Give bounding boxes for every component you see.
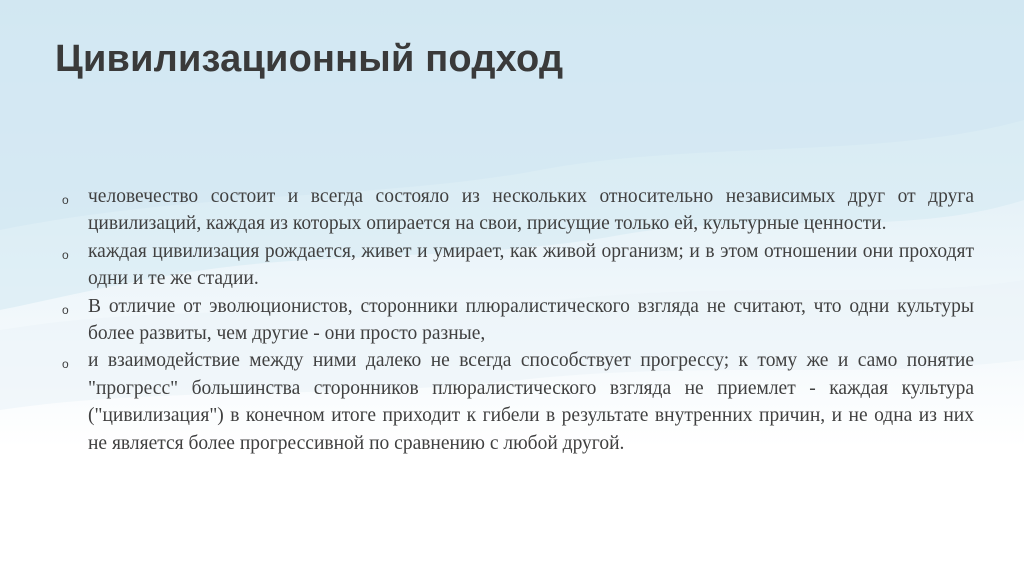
bullet-item — [62, 183, 974, 238]
bullet-list — [62, 183, 974, 457]
hollow-circle-bullet-icon — [62, 183, 69, 210]
hollow-circle-bullet-icon — [62, 293, 69, 320]
bullet-item — [62, 347, 974, 457]
bullet-text: и взаимодействие между ними далеко не всегда способствует прогрессу; к тому же и само понятие "прогресс" большинства сторонников плюралистического взгляда не приемлет - каждая культура ("цивилизация") в конечном итоге приходит к гибели в результате внутренних причин, и не одна из них не является более прогрессивной по сравнению с любой другой. — [88, 350, 974, 454]
bullet-text: человечество состоит и всегда состояло из нескольких относительно независимых друг от друга цивилизаций, каждая из которых опирается на свои, присущие только ей, культурные ценности. — [88, 186, 974, 235]
bullet-text: каждая цивилизация рождается, живет и умирает, как живой организм; и в этом отношении они проходят одни и те же стадии. — [88, 240, 974, 290]
bullet-item — [62, 238, 974, 293]
hollow-circle-bullet-icon — [62, 347, 69, 374]
bullet-item — [62, 293, 974, 348]
hollow-circle-bullet-icon — [62, 238, 69, 265]
slide-title: Цивилизационный подход — [55, 38, 564, 80]
bullet-text: В отличие от эволюционистов, сторонники плюралистического взгляда не считают, что одни культуры более развиты, чем другие - они просто разные, — [88, 295, 974, 345]
